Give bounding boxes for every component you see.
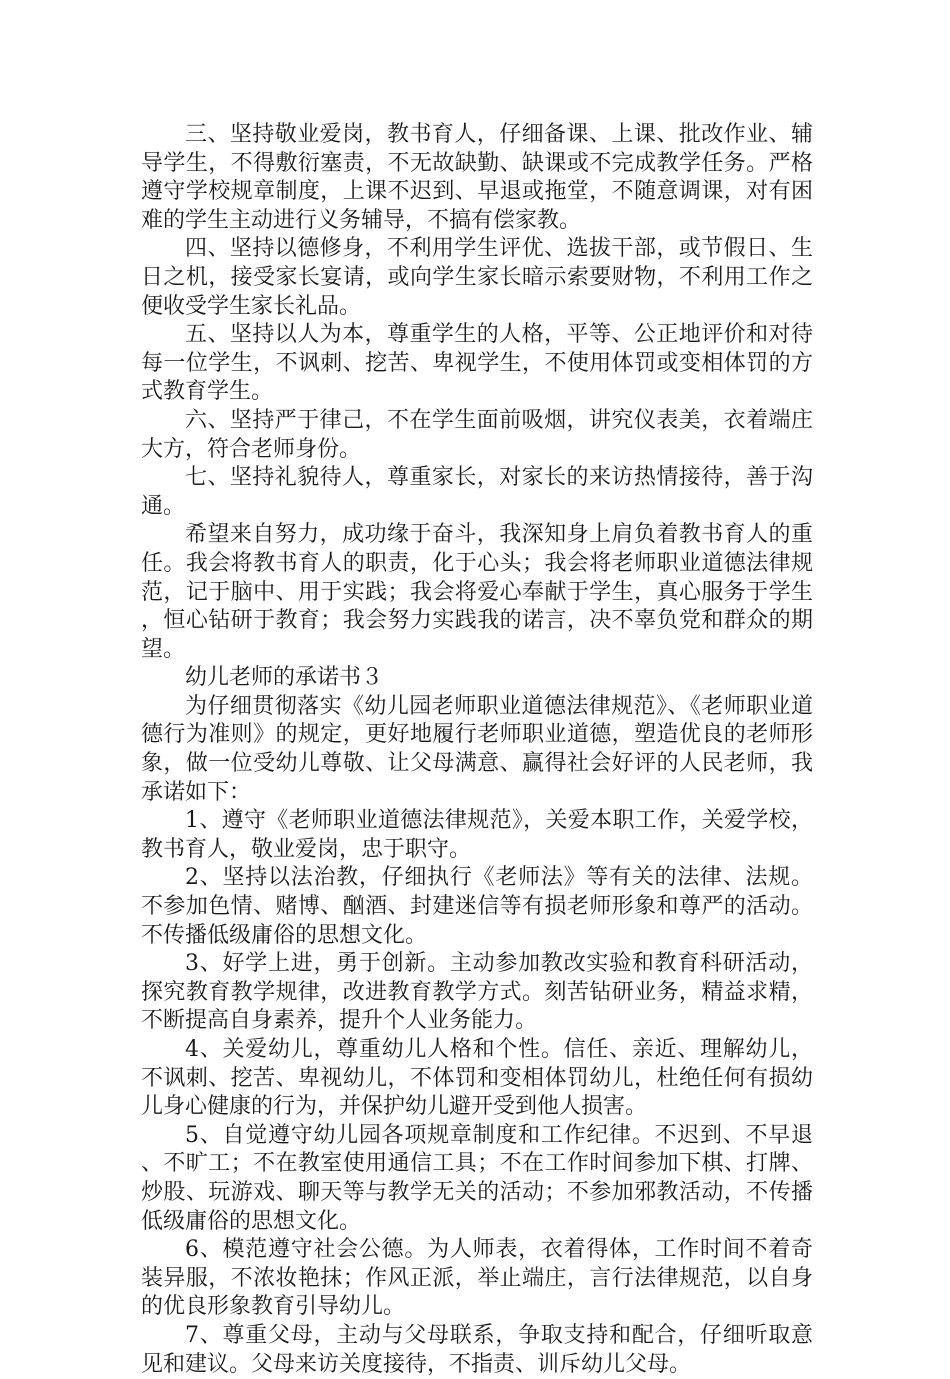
pledge-item-2: 2、坚持以法治教，仔细执行《老师法》等有关的法律、法规。不参加色情、赌博、酗酒、封建迷信等有损老师形象和尊严的活动。不传播低级庸俗的思想文化。 [141,865,813,948]
paragraph-intro: 为仔细贯彻落实《幼儿园老师职业道德法律规范》、《老师职业道德行为准则》的规定，更好地履行老师职业道德，塑造优良的老师形象，做一位受幼儿尊敬、让父母满意、赢得社会好评的人民老师，我承诺如下： [141,693,813,805]
paragraph-item-6: 六、坚持严于律己，不在学生面前吸烟，讲究仪表美，衣着端庄大方，符合老师身份。 [141,407,813,462]
pledge-item-3: 3、好学上进，勇于创新。主动参加教改实验和教育科研活动，探究教育教学规律，改进教育教学方式。刻苦钻研业务，精益求精，不断提高自身素养，提升个人业务能力。 [141,951,813,1034]
pledge-item-5: 5、自觉遵守幼儿园各项规章制度和工作纪律。不迟到、不早退、不旷工；不在教室使用通信工具；不在工作时间参加下棋、打牌、炒股、玩游戏、聊天等与教学无关的活动；不参加邪教活动，不传播低级庸俗的思想文化。 [141,1122,813,1234]
paragraph-conclusion: 希望来自努力，成功缘于奋斗，我深知身上肩负着教书育人的重任。我会将教书育人的职责，化于心头；我会将老师职业道德法律规范，记于脑中、用于实践；我会将爱心奉献于学生，真心服务于学生，恒心钻研于教育；我会努力实践我的诺言，决不辜负党和群众的期望。 [141,522,813,662]
pledge-item-7: 7、尊重父母，主动与父母联系，争取支持和配合，仔细听取意见和建议。父母来访关度接待，不指责、训斥幼儿父母。 [141,1322,813,1377]
paragraph-item-4: 四、坚持以德修身，不利用学生评优、选拔干部，或节假日、生日之机，接受家长宴请，或向学生家长暗示索要财物，不利用工作之便收受学生家长礼品。 [141,236,813,319]
pledge-item-6: 6、模范遵守社会公德。为人师表，衣着得体，工作时间不着奇装异服，不浓妆艳抹；作风正派，举止端庄，言行法律规范，以自身的优良形象教育引导幼儿。 [141,1237,813,1320]
document-page [141,121,813,1379]
pledge-item-1: 1、遵守《老师职业道德法律规范》，关爱本职工作，关爱学校，教书育人，敬业爱岗，忠于职守。 [141,808,813,862]
section-title: 幼儿老师的承诺书３ [185,665,384,691]
pledge-item-4: 4、关爱幼儿，尊重幼儿人格和个性。信任、亲近、理解幼儿，不讽刺、挖苦、卑视幼儿，不体罚和变相体罚幼儿，杜绝任何有损幼儿身心健康的行为，并保护幼儿避开受到他人损害。 [141,1037,813,1120]
paragraph-item-7: 七、坚持礼貌待人，尊重家长，对家长的来访热情接待，善于沟通。 [141,465,813,519]
paragraph-item-3: 三、坚持敬业爱岗，教书育人，仔细备课、上课、批改作业、辅导学生，不得敷衍塞责，不无故缺勤、缺课或不完成教学任务。严格遵守学校规章制度，上课不迟到、早退或拖堂，不随意调课，对有困难的学生主动进行义务辅导，不搞有偿家教。 [141,122,813,233]
paragraph-item-5: 五、坚持以人为本，尊重学生的人格，平等、公正地评价和对待每一位学生，不讽刺、挖苦、卑视学生，不使用体罚或变相体罚的方式教育学生。 [141,322,813,405]
